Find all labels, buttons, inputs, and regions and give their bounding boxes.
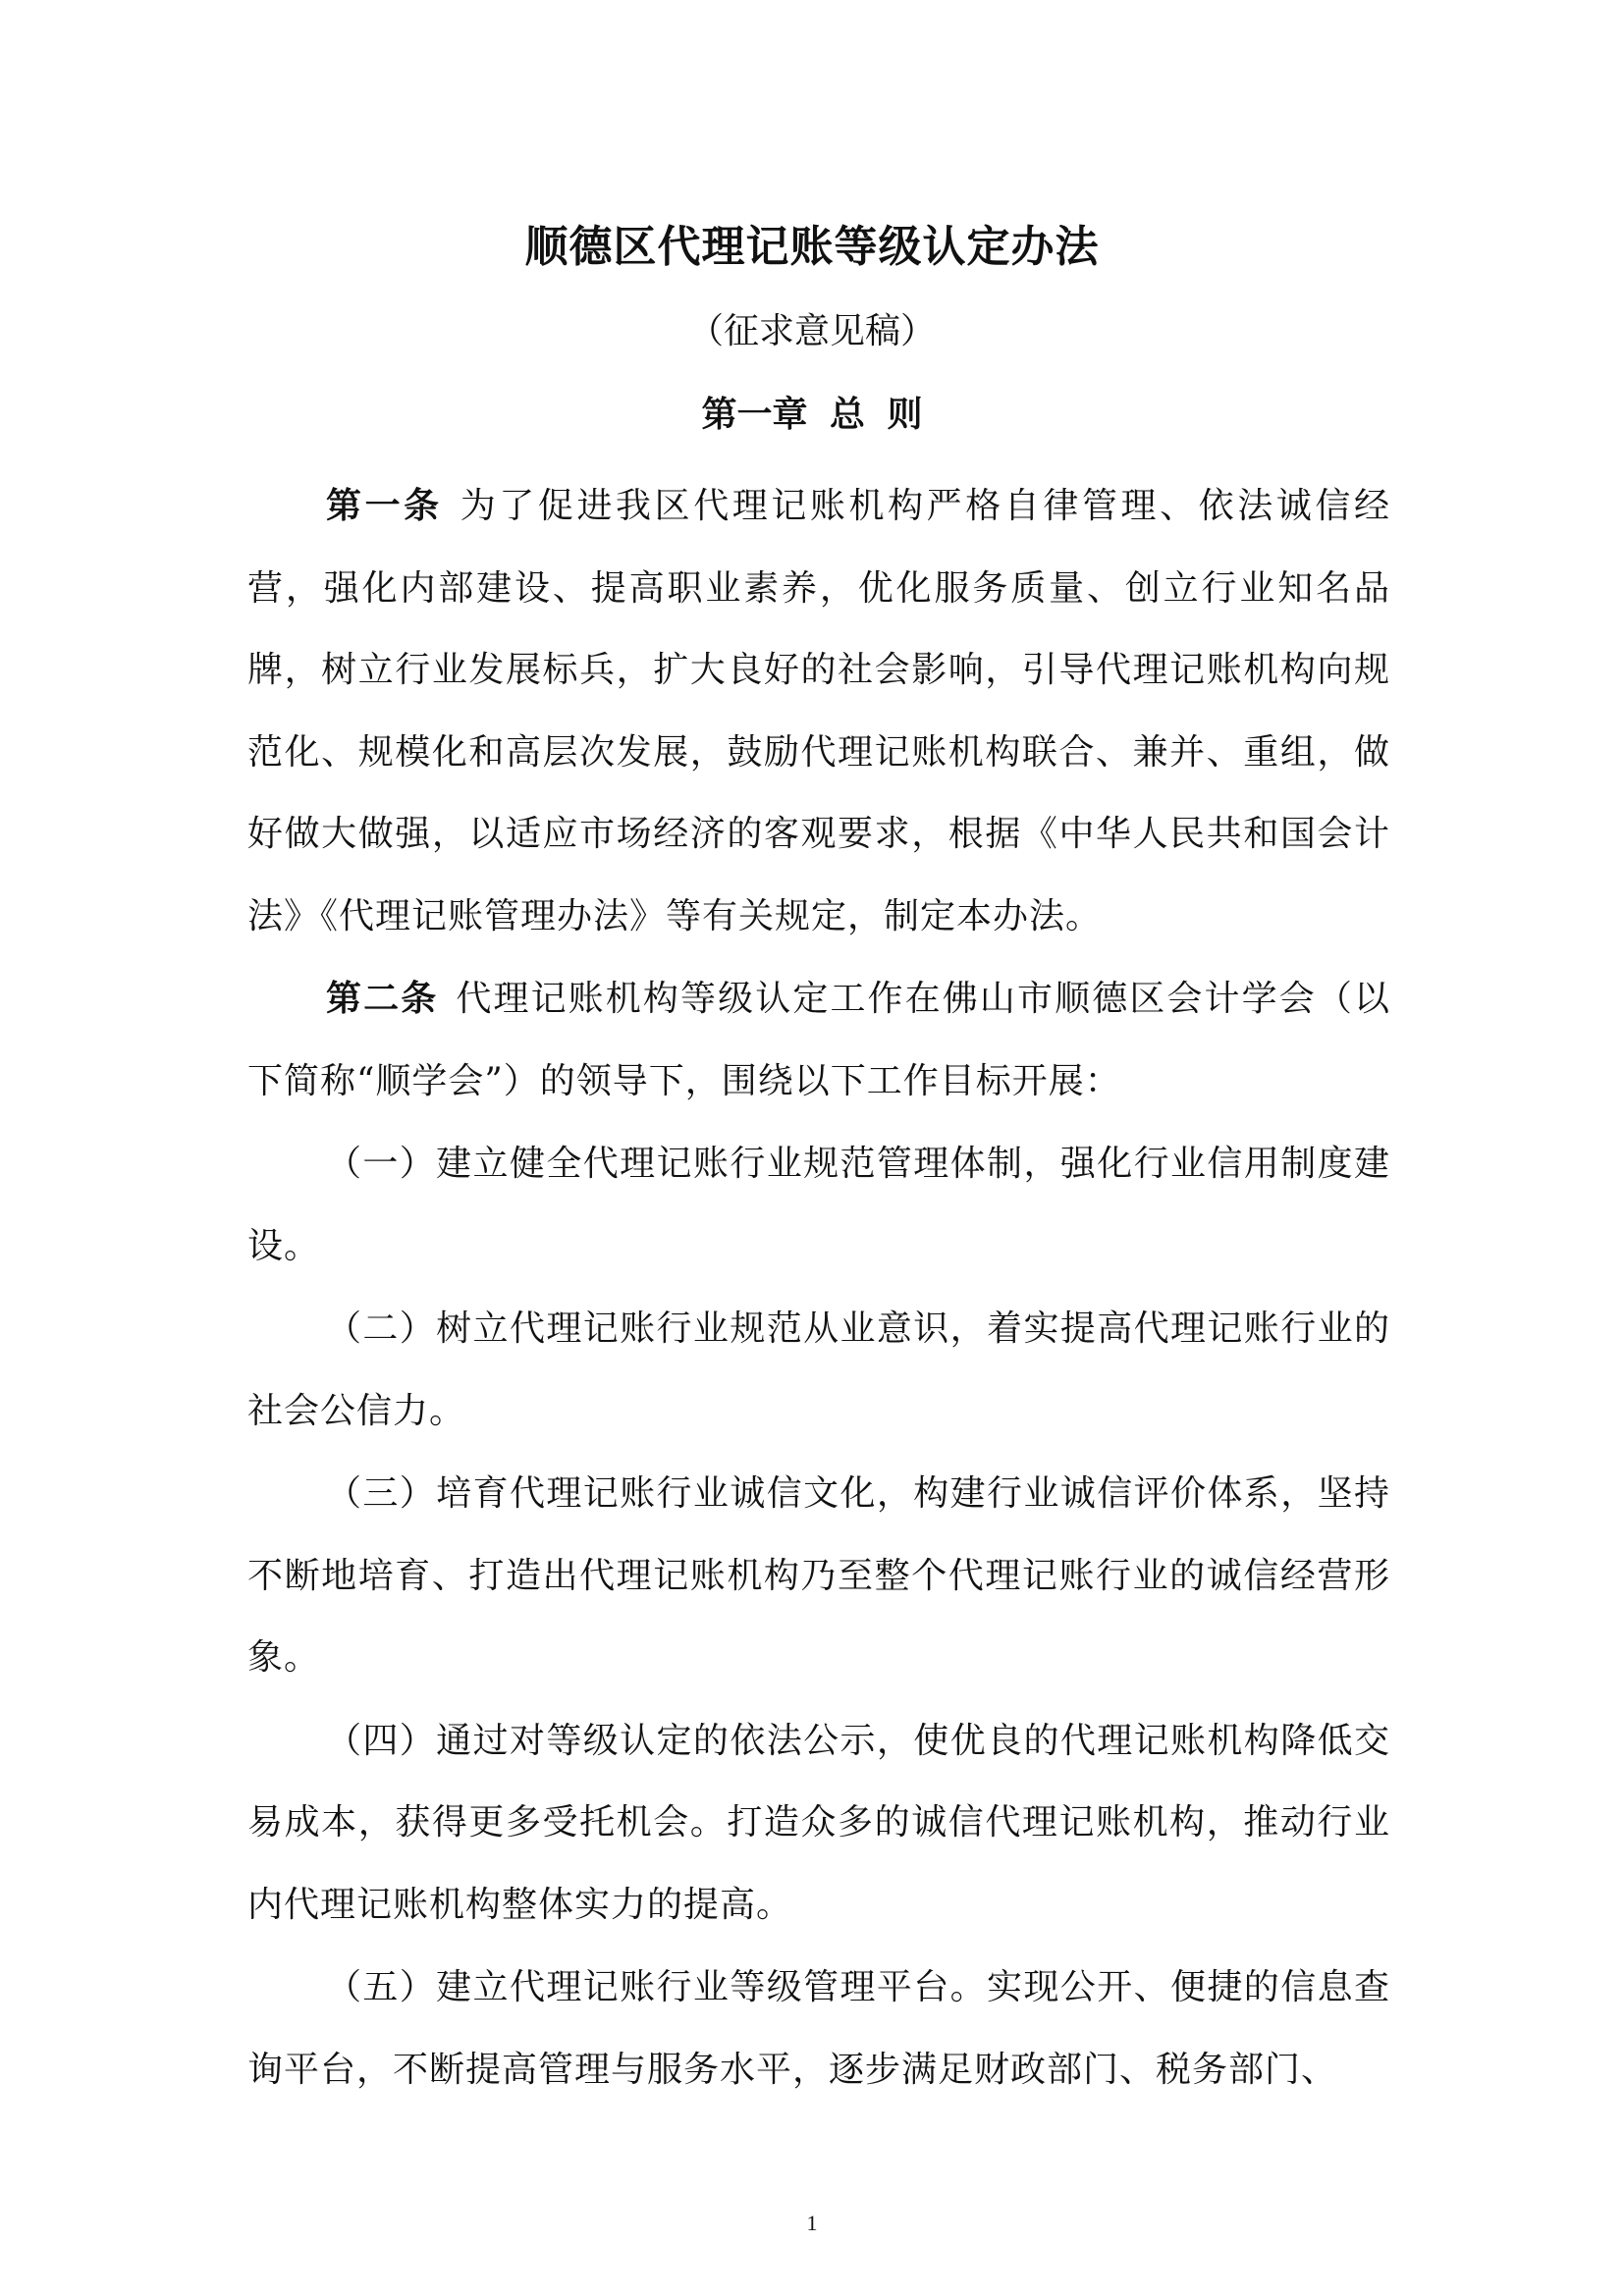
- list-item-1: （一）建立健全代理记账行业规范管理体制，强化行业信用制度建设。: [247, 1144, 1390, 1266]
- list-item-5: （五）建立代理记账行业等级管理平台。实现公开、便捷的信息查询平台，不断提高管理与服务水平，逐步满足财政部门、税务部门、: [247, 1967, 1390, 2090]
- document-title: 顺德区代理记账等级认定办法: [524, 222, 1100, 272]
- list-item-2: （二）树立代理记账行业规范从业意识，着实提高代理记账行业的社会公信力。: [247, 1308, 1390, 1431]
- document-subtitle: （征求意见稿）: [687, 311, 936, 351]
- article-2-text: 代理记账机构等级认定工作在佛山市顺德区会计学会（以下简称“顺学会”）的领导下，围绕以下工作目标开展：: [247, 979, 1390, 1101]
- list-item-4: （四）通过对等级认定的依法公示，使优良的代理记账机构降低交易成本，获得更多受托机会。打造众多的诚信代理记账机构，推动行业内代理记账机构整体实力的提高。: [247, 1720, 1390, 1925]
- document-body: [247, 465, 1390, 2110]
- article-2-label: 第二条: [326, 978, 439, 1019]
- article-1: [247, 465, 1390, 957]
- list-item-3: （三）培育代理记账行业诚信文化，构建行业诚信评价体系，坚持不断地培育、打造出代理记账机构乃至整个代理记账行业的诚信经营形象。: [247, 1473, 1390, 1678]
- chapter-heading: 第一章 总 则: [701, 394, 923, 435]
- article-1-label: 第一条: [326, 485, 443, 526]
- article-1-text: 为了促进我区代理记账机构严格自律管理、依法诚信经营，强化内部建设、提高职业素养，优化服务质量、创立行业知名品牌，树立行业发展标兵，扩大良好的社会影响，引导代理记账机构向规范化、规模化和高层次发展，鼓励代理记账机构联合、兼并、重组，做好做大做强，以适应市场经济的客观要求，根据《中华人民共和国会计法》《代理记账管理办法》等有关规定，制定本办法。: [247, 486, 1390, 936]
- article-2: [247, 958, 1390, 1122]
- page-number: 1: [806, 2211, 818, 2235]
